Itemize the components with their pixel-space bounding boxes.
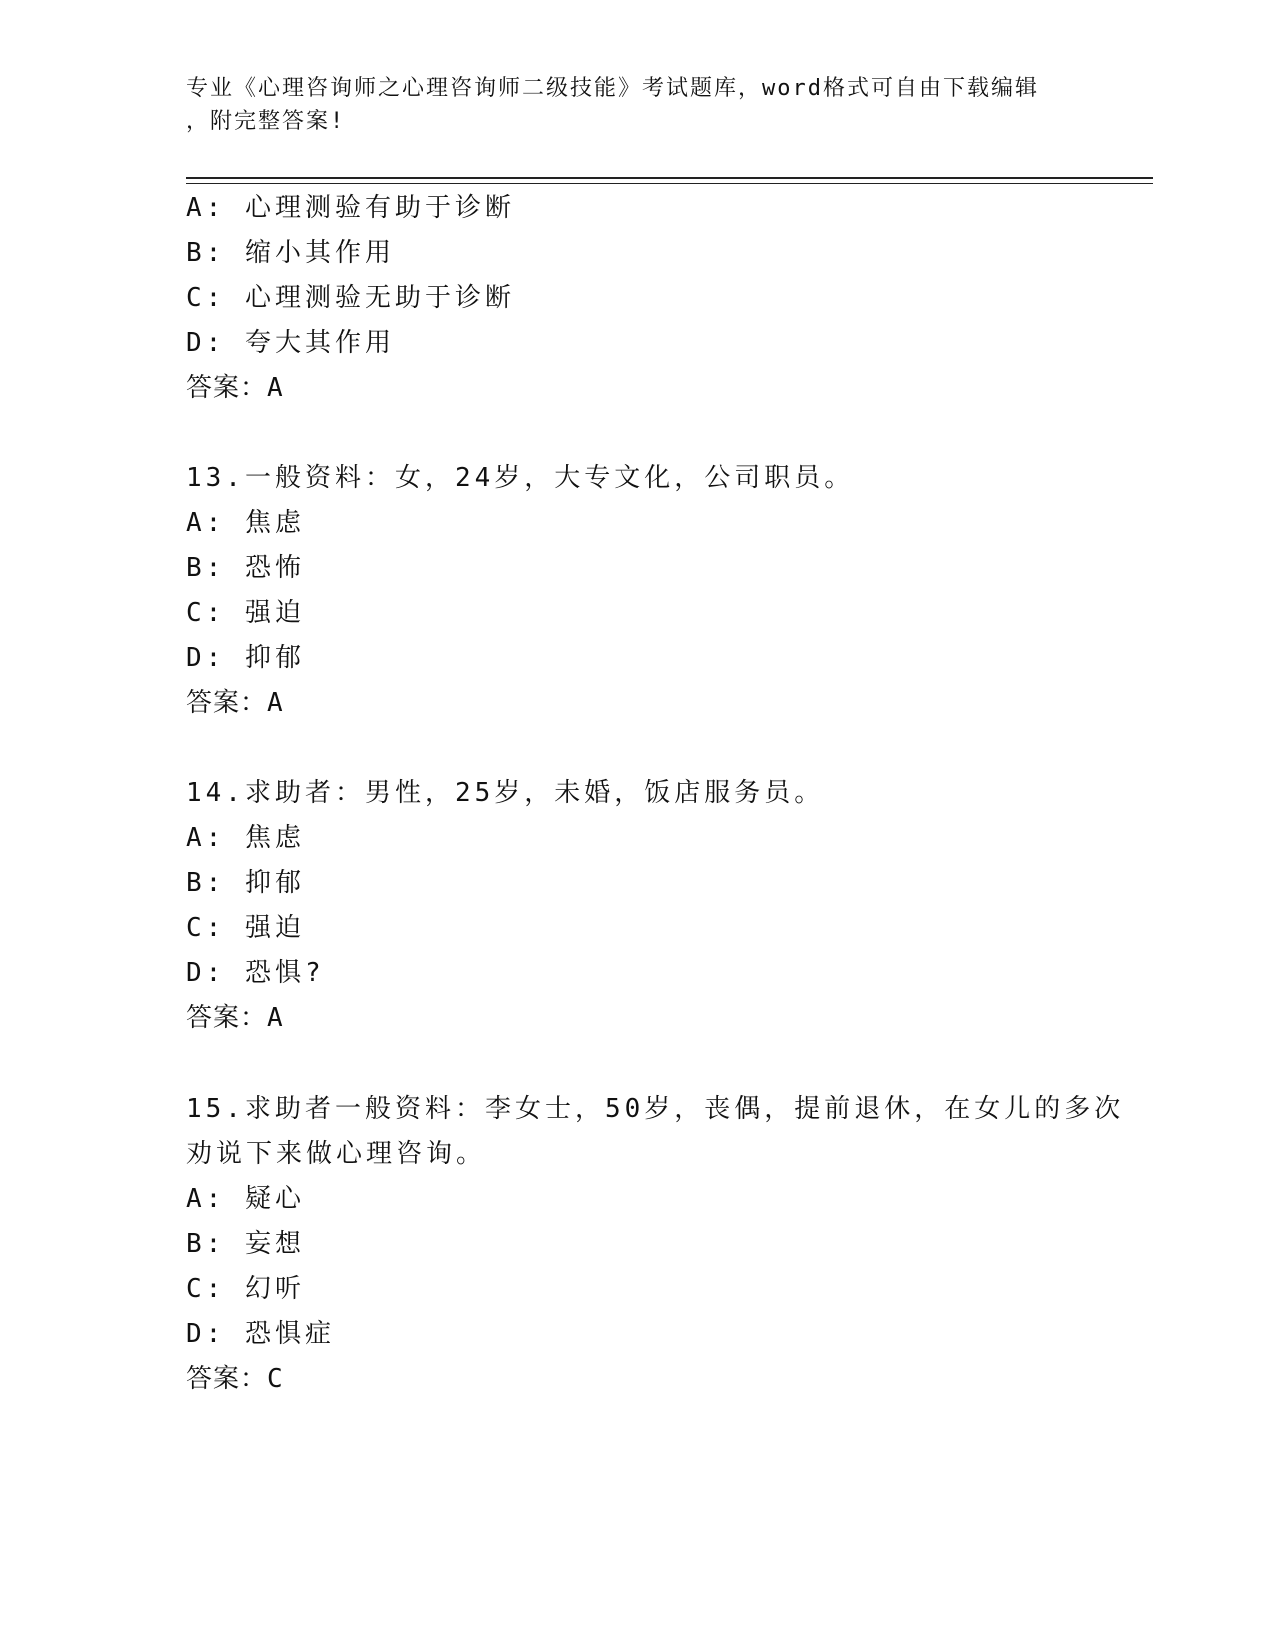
q15-stem-line-2: 劝说下来做心理咨询。 xyxy=(186,1139,487,1169)
q12-option-c: C: 心理测验无助于诊断 xyxy=(186,283,515,313)
q15-option-a: A: 疑心 xyxy=(186,1184,305,1214)
q14-option-a: A: 焦虑 xyxy=(186,823,305,853)
q15-option-d: D: 恐惧症 xyxy=(186,1319,335,1349)
q14-option-c: C: 强迫 xyxy=(186,913,305,943)
q13-answer-key: A xyxy=(267,688,284,718)
q15-answer-label: 答案： xyxy=(186,1364,268,1394)
q12-option-a: A: 心理测验有助于诊断 xyxy=(186,193,515,223)
document-header xyxy=(186,72,1086,138)
q14-answer-key: A xyxy=(267,1003,284,1033)
q12-option-b: B: 缩小其作用 xyxy=(186,238,395,268)
q12-answer-key: A xyxy=(267,373,284,403)
q13-option-d: D: 抑郁 xyxy=(186,643,305,673)
q14-stem: 14.求助者：男性，25岁，未婚，饭店服务员。 xyxy=(186,778,825,808)
q12-answer xyxy=(186,372,284,404)
header-divider-thin xyxy=(186,183,1153,184)
q15-answer xyxy=(186,1363,284,1395)
q13-answer-label: 答案： xyxy=(186,688,268,718)
header-line-2: ，附完整答案! xyxy=(186,109,346,134)
q14-option-b: B: 抑郁 xyxy=(186,868,305,898)
q13-option-a: A: 焦虑 xyxy=(186,508,305,538)
q13-answer xyxy=(186,687,284,719)
q12-option-d: D: 夸大其作用 xyxy=(186,328,395,358)
q13-stem: 13.一般资料：女，24岁，大专文化，公司职员。 xyxy=(186,463,855,493)
q15-answer-key: C xyxy=(267,1364,284,1394)
q15-stem-line-1: 15.求助者一般资料：李女士，50岁，丧偶，提前退休，在女儿的多次 xyxy=(186,1094,1125,1124)
q14-answer xyxy=(186,1002,284,1034)
q14-answer-label: 答案： xyxy=(186,1003,268,1033)
header-divider-thick xyxy=(186,177,1153,179)
q14-option-d: D: 恐惧? xyxy=(186,958,325,988)
q15-option-b: B: 妄想 xyxy=(186,1229,305,1259)
q12-answer-label: 答案： xyxy=(186,373,268,403)
q13-option-c: C: 强迫 xyxy=(186,598,305,628)
header-line-1: 专业《心理咨询师之心理咨询师二级技能》考试题库，word格式可自由下载编辑 xyxy=(186,76,1039,101)
q13-option-b: B: 恐怖 xyxy=(186,553,305,583)
q15-option-c: C: 幻听 xyxy=(186,1274,305,1304)
